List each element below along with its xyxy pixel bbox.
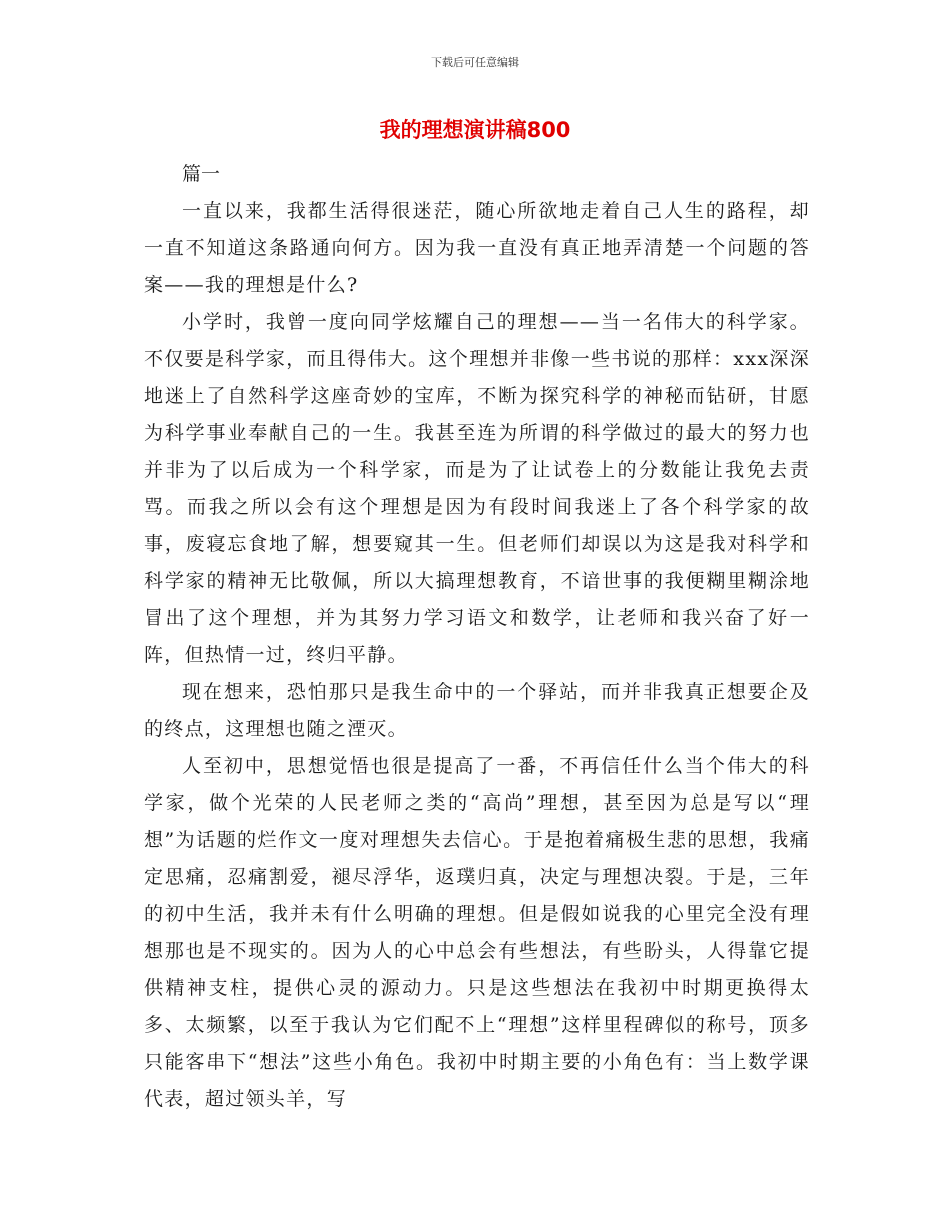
paragraph-3: 现在想来，恐怕那只是我生命中的一个驿站，而并非我真正想要企及的终点，这理想也随之湮灭。 [144,681,810,740]
section-label: 篇一 [182,163,221,185]
document-title: 我的理想演讲稿800 [379,118,571,142]
paragraph-1: 一直以来，我都生活得很迷茫，随心所欲地走着自己人生的路程，却一直不知道这条路通向何方。因为我一直没有真正地弄清楚一个问题的答案——我的理想是什么? [144,200,810,296]
paragraph-2: 小学时，我曾一度向同学炫耀自己的理想——当一名伟大的科学家。不仅要是科学家，而且得伟大。这个理想并非像一些书说的那样：xxx深深地迷上了自然科学这座奇妙的宝库，不断为探究科学的神秘而钻研，甘愿为科学事业奉献自己的一生。我甚至连为所谓的科学做过的最大的努力也并非为了以后成为一个科学家，而是为了让试卷上的分数能让我免去责骂。而我之所以会有这个理想是因为有段时间我迷上了各个科学家的故事，废寝忘食地了解，想要窥其一生。但老师们却误以为这是我对科学和科学家的精神无比敬佩，所以大搞理想教育，不谙世事的我便糊里糊涂地冒出了这个理想，并为其努力学习语文和数学，让老师和我兴奋了好一阵，但热情一过，终归平静。 [144,311,810,666]
paragraph-4: 人至初中，思想觉悟也很是提高了一番，不再信任什么当个伟大的科学家，做个光荣的人民老师之类的“高尚”理想，甚至因为总是写以“理想”为话题的烂作文一度对理想失去信心。于是抱着痛极生悲的思想，我痛定思痛，忍痛割爱，褪尽浮华，返璞归真，决定与理想决裂。于是，三年的初中生活，我并未有什么明确的理想。但是假如说我的心里完全没有理想那也是不现实的。因为人的心中总会有些想法，有些盼头，人得靠它提供精神支柱，提供心灵的源动力。只是这些想法在我初中时期更换得太多、太频繁，以至于我认为它们配不上“理想”这样里程碑似的称号，顶多只能客串下“想法”这些小角色。我初中时期主要的小角色有：当上数学课代表，超过领头羊，写 [144,755,810,1110]
header-note: 下载后可任意编辑 [431,56,519,69]
document-body [144,156,810,1118]
